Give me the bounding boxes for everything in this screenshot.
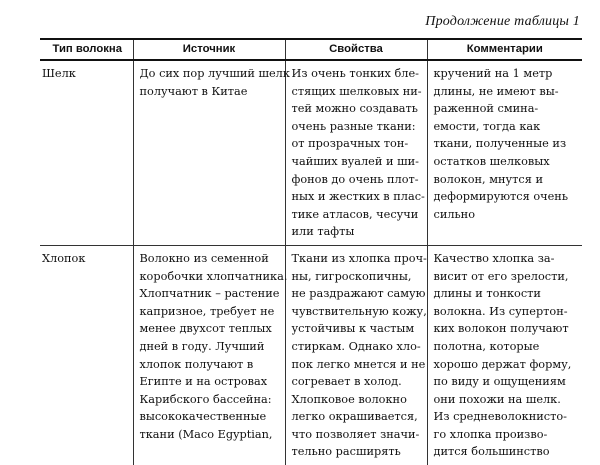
text-line: легко окрашивается, [291, 410, 418, 424]
text-line: ных и жестких в плас- [291, 190, 425, 204]
text-line: ких волокон получают [433, 322, 569, 336]
text-line: Качество хлопка за- [433, 251, 555, 265]
text-line: кручений на 1 метр [433, 67, 553, 80]
text-line: тельно расширять [291, 445, 401, 459]
text-line: Египте и на островах [139, 375, 268, 389]
text-line: волокон, мнутся и [433, 172, 543, 186]
text-line: стящих шелковых ни- [291, 84, 422, 98]
table-row [40, 60, 582, 245]
text-line: чайших вуалей и ши- [291, 154, 419, 168]
text-line: коробочки хлопчатника. [139, 269, 288, 283]
fiber-table [40, 38, 582, 465]
text-line: от прозрачных тон- [291, 137, 409, 151]
header-comments: Комментарии [427, 39, 582, 60]
text-line: капризное, требует не [139, 304, 275, 318]
header-fiber-type: Тип волокна [40, 39, 133, 60]
text-line: го хлопка произво- [433, 427, 548, 441]
cell-fiber-type: Шелк [40, 60, 133, 245]
text-line: раженной смина- [433, 102, 539, 116]
text-line: стиркам. Однако хло- [291, 339, 421, 353]
text-line: не раздражают самую [291, 287, 426, 301]
text-line: устойчивы к частым [291, 322, 415, 336]
text-line: емости, тогда как [433, 119, 541, 133]
text-line: волокна. Из супертон- [433, 304, 568, 318]
text-line: фонов до очень плот- [291, 172, 419, 186]
text-line: дней в году. Лучший [139, 339, 265, 353]
text-line: длины и тонкости [433, 287, 541, 301]
text-line: или тафты [291, 225, 355, 239]
cell-fiber-type: Хлопок [42, 251, 86, 265]
text-line: До сих пор лучший шелк [139, 67, 290, 80]
cell-properties [285, 60, 427, 245]
cell-comments [427, 60, 582, 245]
text-line: тей можно создавать [291, 102, 418, 116]
cell-source [133, 245, 288, 465]
text-line: ткани, полученные из [433, 137, 567, 151]
text-line: Волокно из семенной [139, 251, 269, 265]
text-line: хлопок получают в [139, 357, 254, 371]
text-line: Хлопчатник – растение [139, 287, 280, 301]
text-line: Из очень тонких бле- [291, 67, 419, 80]
text-line: сильно [433, 207, 476, 221]
text-line: согревает в холод. [291, 375, 402, 389]
text-line: высококачественные [139, 410, 267, 424]
text-line: деформируются очень [433, 190, 568, 204]
text-line: хорошо держат форму, [433, 357, 572, 371]
text-line: очень разные ткани: [291, 119, 416, 133]
text-line: пок легко мнется и не [291, 357, 426, 371]
text-line: Из средневолокнисто- [433, 410, 567, 424]
text-line: дится большинство [433, 445, 550, 459]
text-line: Карибского бассейна: [139, 392, 272, 406]
text-line: полотна, которые [433, 339, 540, 353]
text-line: тике атласов, чесучи [291, 207, 419, 221]
cell-comments [427, 245, 582, 465]
table-row [40, 245, 582, 465]
table-caption: Продолжение таблицы 1 [425, 14, 580, 29]
text-line: чувствительную кожу, [291, 304, 427, 318]
text-line: длины, не имеют вы- [433, 84, 559, 98]
text-line: Ткани из хлопка проч- [291, 251, 427, 265]
text-line: они похожи на шелк. [433, 392, 561, 406]
text-line: Хлопковое волокно [291, 392, 407, 406]
cell-properties [285, 245, 427, 465]
header-source: Источник [133, 39, 285, 60]
text-line: ны, гигроскопичны, [291, 269, 412, 283]
text-line: что позволяет значи- [291, 427, 420, 441]
text-line: висит от его зрелости, [433, 269, 569, 283]
cell-source [133, 60, 290, 245]
text-line: по виду и ощущениям [433, 375, 566, 389]
text-line: ткани (Maco Egyptian, [139, 427, 273, 441]
text-line: получают в Китае [139, 84, 248, 98]
text-line: менее двухсот теплых [139, 322, 272, 336]
header-properties: Свойства [285, 39, 427, 60]
header-row [40, 39, 582, 60]
text-line: остатков шелковых [433, 154, 550, 168]
